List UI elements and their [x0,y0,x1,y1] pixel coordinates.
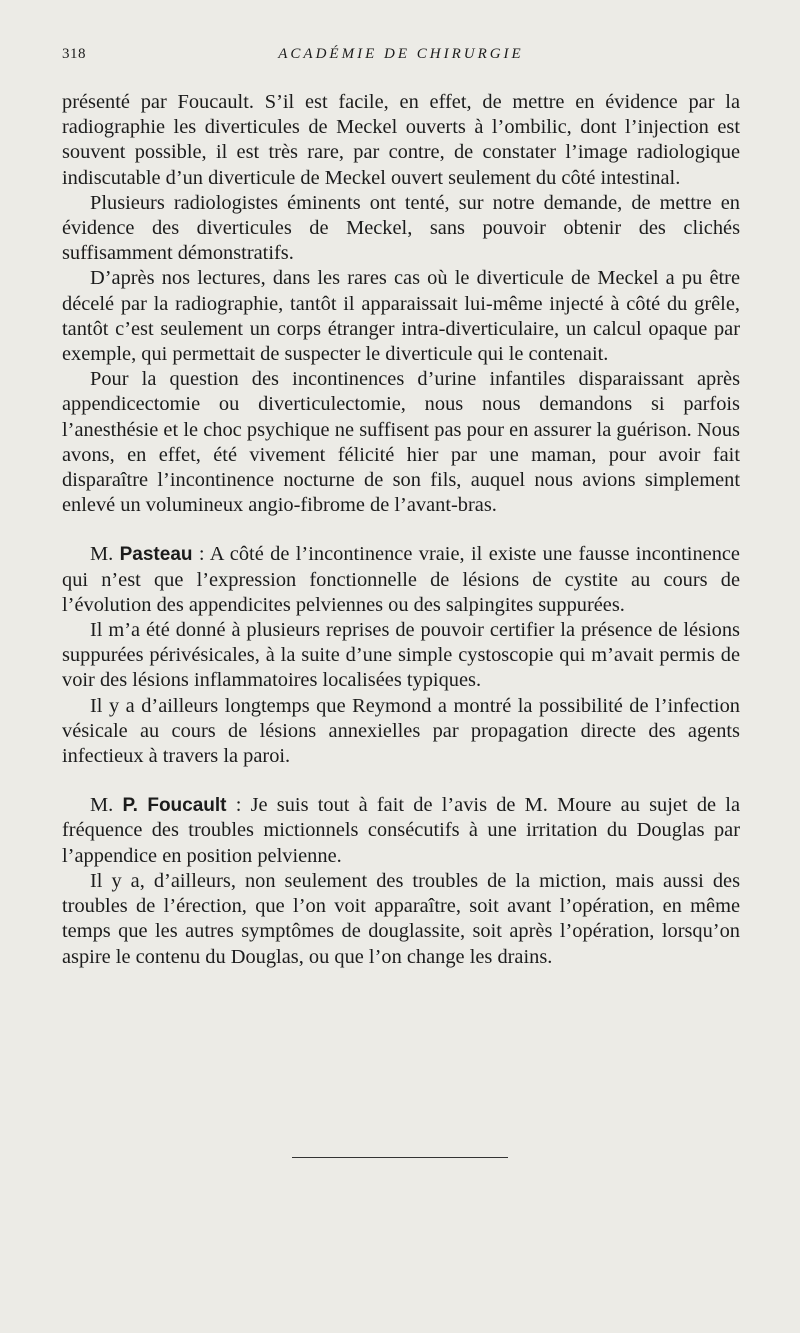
paragraph-text: : Je suis tout à fait de l’avis de M. Moure au sujet de la fréquence des troubles mictionnels consécutifs à une irritation du Douglas par l’appendice en position pelvienne. [62,794,741,867]
speaker-name: Pasteau [119,544,193,566]
paragraph-text: : A côté de l’incontinence vraie, il existe une fausse incontinence qui n’est que l’expression fonctionnelle de lésions de cystite au cours de l’évolution des appendicites pelviennes ou des salpingites suppurées. [62,543,740,616]
paragraph [62,191,740,267]
speaker-prefix: M. [90,543,114,566]
paragraph-text: D’après nos lectures, dans les rares cas où le diverticule de Meckel a pu être décelé par la radiographie, tantôt il apparaissait lui-même injecté à côté du grêle, tantôt c’est seulement un corps étranger intra-diverticulaire, un calcul opaque par exemple, qui permettait de suspecter le diverticule qui le contenait. [62,267,740,366]
paragraph-text: Il m’a été donné à plusieurs reprises de pouvoir certifier la présence de lésions suppurées périvésicales, à la suite d’une simple cystoscopie qui m’avait permis de voir des lésions inflammatoires localisées typiques. [62,619,740,692]
paragraph [62,694,740,770]
speaker-name: P. Foucault [122,795,227,817]
paragraph [62,90,740,191]
speaker-paragraph [62,793,740,869]
paragraph-text: Pour la question des incontinences d’urine infantiles disparaissant après appendicectomie ou diverticulectomie, nous nous demandons si parfois l’anesthésie et le choc psychique ne suffisent pas pour en assurer la guérison. Nous avons, en effet, été vivement félicité hier par une maman, pour avoir fait disparaître l’incontinence nocturne de son fils, auquel nous avions simplement enlevé un volumineux angio-fibrome de l’avant-bras. [62,368,740,517]
page-number: 318 [62,46,86,62]
paragraph [62,618,740,694]
paragraph [62,367,740,518]
paragraph-text: présenté par Foucault. S’il est facile, en effet, de mettre en évidence par la radiographie les diverticules de Meckel ouverts à l’ombilic, dont l’injection est souvent possible, il est très rare, par contre, de constater l’image radiologique indiscutable d’un diverticule de Meckel ouvert seulement du côté intestinal. [62,91,740,189]
paragraph-text: Il y a, d’ailleurs, non seulement des troubles de la miction, mais aussi des troubles de l’érection, que l’on voit apparaître, soit avant l’opération, en même temps que les autres symptômes de douglassite, soit après l’opération, lorsqu’on aspire le contenu du Douglas, ou que l’on change les drains. [62,869,740,968]
paragraph [62,869,740,970]
paragraph-text: Plusieurs radiologistes éminents ont tenté, sur notre demande, de mettre en évidence des diverticules de Meckel, sans pouvoir obtenir des clichés suffisamment démonstratifs. [62,191,740,265]
speaker-paragraph [62,542,740,618]
paragraph-text: Il y a d’ailleurs longtemps que Reymond a montré la possibilité de l’infection vésicale au cours de lésions annexielles par propagation directe des agents infectieux à travers la paroi. [62,694,740,768]
running-title: ACADÉMIE DE CHIRURGIE [278,46,524,62]
page-body [62,90,740,970]
paragraph [62,266,740,367]
speaker-prefix: M. [90,794,114,817]
section-divider [292,1157,508,1158]
page-header [62,46,740,70]
